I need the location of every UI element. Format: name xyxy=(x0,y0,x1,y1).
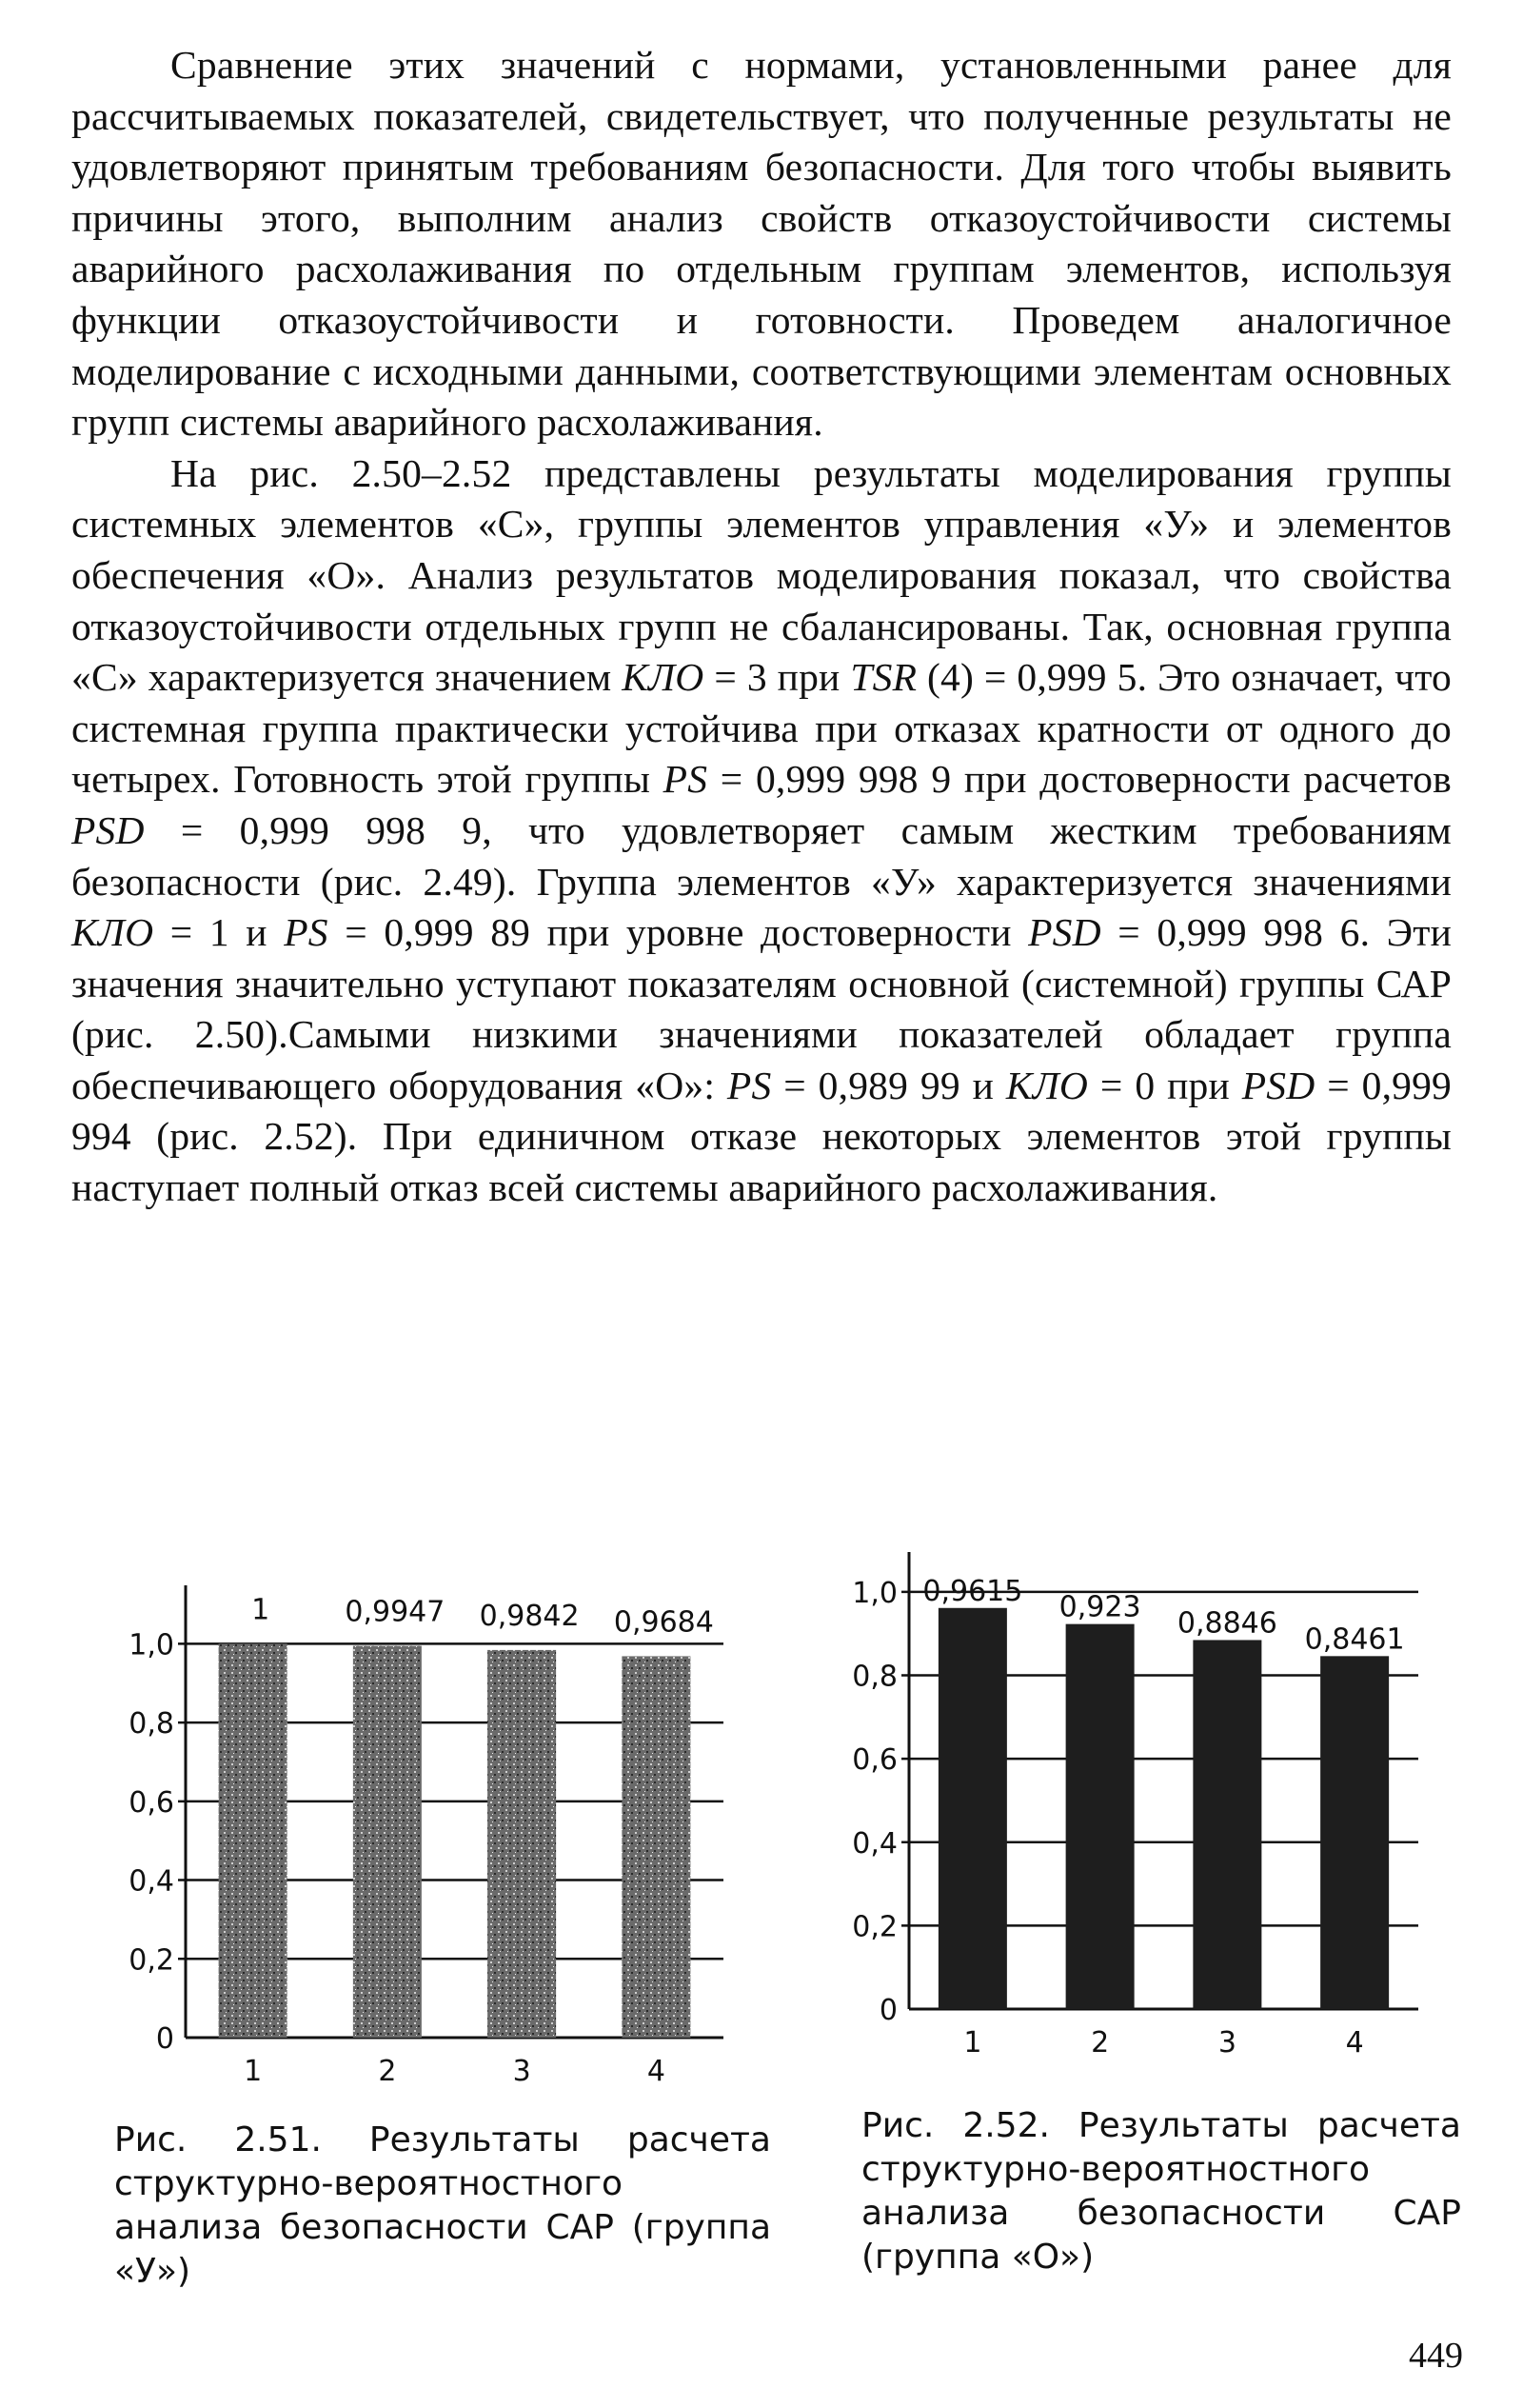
p2-text-e: = 0,999 998 9, что удовлетворяет самым жестким требованиям безопасности (рис. 2.49). Группа элементов «У» характеризуется значениями xyxy=(71,807,1452,904)
bar xyxy=(1320,1656,1389,2009)
p2-klo-2: КЛО xyxy=(71,910,154,955)
p2-psd-3: PSD xyxy=(1241,1063,1315,1107)
y-tick-label: 0 xyxy=(879,1994,898,2027)
data-label: 0,8461 xyxy=(1304,1622,1405,1657)
x-tick-label: 4 xyxy=(1345,2026,1364,2060)
x-tick-label: 3 xyxy=(512,2055,531,2088)
bar xyxy=(622,1656,690,2038)
x-tick-label: 1 xyxy=(244,2055,263,2088)
p2-klo-1: КЛО xyxy=(622,655,704,700)
p2-psd-1: PSD xyxy=(71,807,145,852)
bar-chart-fig-2-52-svg xyxy=(809,1514,1475,2095)
caption-fig-2-52: Рис. 2.52. Результаты расчета структурно-вероятностного анализа безопасности САР (группа «О») xyxy=(861,2106,1461,2277)
p2-psd-2: PSD xyxy=(1028,910,1101,955)
p2-text-g: = 0,999 89 при уровне достоверности xyxy=(327,910,1029,955)
p2-text-f: = 1 и xyxy=(153,910,285,955)
bar xyxy=(1066,1624,1135,2009)
p2-ps-3: PS xyxy=(726,1063,772,1107)
y-tick-label: 0,4 xyxy=(129,1864,174,1899)
p2-ps-1: PS xyxy=(663,757,708,802)
y-tick-label: 1,0 xyxy=(852,1576,898,1610)
p2-text-j: = 0 при xyxy=(1088,1063,1242,1107)
paragraph-2 xyxy=(71,448,1452,1214)
caption-fig-2-51: Рис. 2.51. Результаты расчета структурно-вероятностного анализа безопасности САР (группа «У») xyxy=(114,2120,771,2291)
y-tick-label: 0,6 xyxy=(129,1785,174,1820)
x-tick-label: 2 xyxy=(1091,2026,1110,2060)
p2-text-i: = 0,989 99 и xyxy=(771,1063,1006,1107)
data-label: 1 xyxy=(251,1593,270,1627)
p2-klo-3: КЛО xyxy=(1005,1063,1089,1107)
y-tick-label: 0,8 xyxy=(852,1660,898,1694)
y-tick-label: 1,0 xyxy=(129,1628,174,1662)
p2-ps-2: PS xyxy=(284,910,328,955)
y-tick-label: 0,2 xyxy=(852,1910,898,1944)
p2-text-c: (4) = 0,999 5. Это означает, что системная группа практически устойчива при отказах кратности от одного до четырех. Готовность этой группы xyxy=(71,655,1452,802)
y-tick-label: 0,4 xyxy=(852,1826,898,1861)
data-label: 0,9615 xyxy=(922,1574,1023,1608)
bar xyxy=(487,1650,556,2038)
x-tick-label: 3 xyxy=(1217,2026,1236,2060)
data-label: 0,9684 xyxy=(613,1605,714,1640)
y-tick-label: 0 xyxy=(155,2022,174,2056)
bar-chart-fig-2-52 xyxy=(809,1514,1475,2095)
p2-text-b: = 3 при xyxy=(703,655,851,700)
bar xyxy=(939,1608,1007,2009)
data-label: 0,9947 xyxy=(345,1595,445,1629)
page-number: 449 xyxy=(1409,2336,1463,2376)
bar-chart-fig-2-51 xyxy=(86,1519,752,2128)
data-label: 0,8846 xyxy=(1177,1606,1277,1641)
bar xyxy=(1193,1640,1261,2009)
p2-text-h: = 0,999 998 6. Эти значения значительно уступают показателям основной (системной) группы САР (рис. 2.50).Самыми низкими значениями показателей обладает группа обеспечивающего оборудования «О»: xyxy=(71,910,1452,1107)
paragraph-1: Сравнение этих значений с нормами, установленными ранее для рассчитываемых показателей, свидетельствует, что полученные результаты не удовлетворяют принятым требованиям безопасности. Для того чтобы выявить причины этого, выполним анализ свойств отказоустойчивости системы аварийного расхолаживания по отдельным группам элементов, используя функции отказоустойчивости и готовности. Проведем аналогичное моделирование с исходными данными, соответствующими элементам основных групп системы аварийного расхолаживания. xyxy=(71,43,1452,445)
bar-chart-fig-2-51-svg xyxy=(86,1519,752,2128)
x-tick-label: 2 xyxy=(378,2055,397,2088)
p2-tsr: TSR xyxy=(850,655,918,700)
y-tick-label: 0,6 xyxy=(852,1743,898,1778)
y-tick-label: 0,2 xyxy=(129,1943,174,1978)
x-tick-label: 1 xyxy=(963,2026,982,2060)
p2-text-d: = 0,999 998 9 при достоверности расчетов xyxy=(707,757,1452,802)
p2-text-k: = 0,999 994 (рис. 2.52). При единичном отказе некоторых элементов этой группы наступает полный отказ всей системы аварийного расхолаживания. xyxy=(71,1063,1453,1210)
data-label: 0,923 xyxy=(1058,1590,1141,1624)
p2-text-a: На рис. 2.50–2.52 представлены результаты моделирования группы системных элементов «С», группы элементов управления «У» и элементов обеспечения «О». Анализ результатов моделирования показал, что свойства отказоустойчивости отдельных групп не сбалансированы. Так, основная группа «С» характеризуется значением xyxy=(71,450,1452,700)
y-tick-label: 0,8 xyxy=(129,1707,174,1741)
bar xyxy=(353,1646,422,2038)
body-text xyxy=(71,40,1452,1214)
bar xyxy=(219,1643,287,2038)
x-tick-label: 4 xyxy=(646,2055,665,2088)
data-label: 0,9842 xyxy=(479,1599,580,1633)
